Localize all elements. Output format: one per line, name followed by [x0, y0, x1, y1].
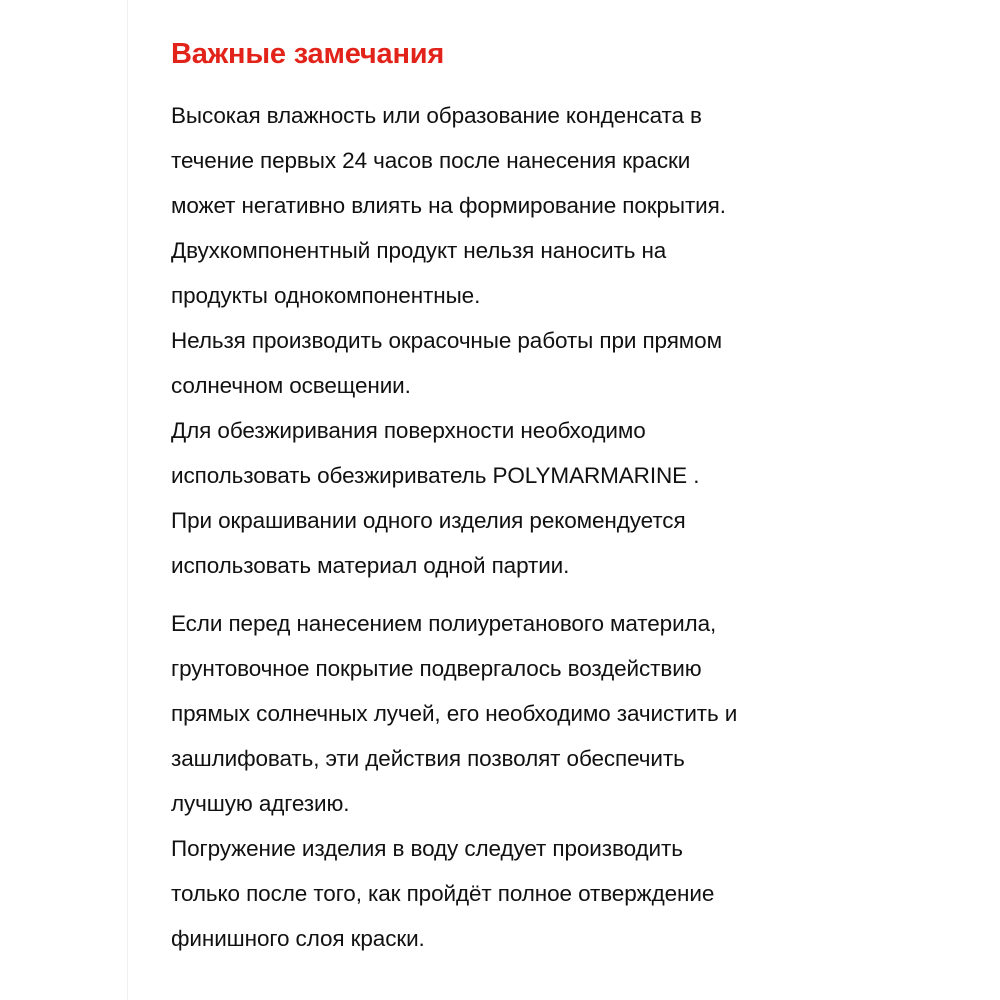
text-line: солнечном освещении. — [171, 373, 411, 398]
text-line: финишного слоя краски. — [171, 926, 425, 951]
text-line: Двухкомпонентный продукт нельзя наносить на — [171, 238, 667, 263]
section-title: Важные замечания — [171, 38, 445, 70]
text-line: использовать обезжириватель POLYMARMARINE . — [171, 463, 700, 488]
text-line: зашлифовать, эти действия позволят обеспечить — [171, 746, 685, 771]
text-line: только после того, как пройдёт полное отверждение — [171, 881, 715, 906]
text-line: может негативно влиять на формирование покрытия. — [171, 193, 726, 218]
text-line: течение первых 24 часов после нанесения краски — [171, 148, 691, 173]
text-line: При окрашивании одного изделия рекомендуется — [171, 508, 686, 533]
text-line: Если перед нанесением полиуретанового материла, — [171, 611, 717, 636]
text-line: грунтовочное покрытие подвергалось воздействию — [171, 656, 702, 681]
text-line: лучшую адгезию. — [171, 791, 350, 816]
text-line: Нельзя производить окрасочные работы при прямом — [171, 328, 722, 353]
text-line: использовать материал одной партии. — [171, 553, 570, 578]
page-edge-divider — [127, 0, 128, 1000]
text-line: Высокая влажность или образование конденсата в — [171, 103, 702, 128]
text-line: Для обезжиривания поверхности необходимо — [171, 418, 646, 443]
text-line: Погружение изделия в воду следует производить — [171, 836, 683, 861]
text-line: прямых солнечных лучей, его необходимо зачистить и — [171, 701, 738, 726]
text-line: продукты однокомпонентные. — [171, 283, 481, 308]
